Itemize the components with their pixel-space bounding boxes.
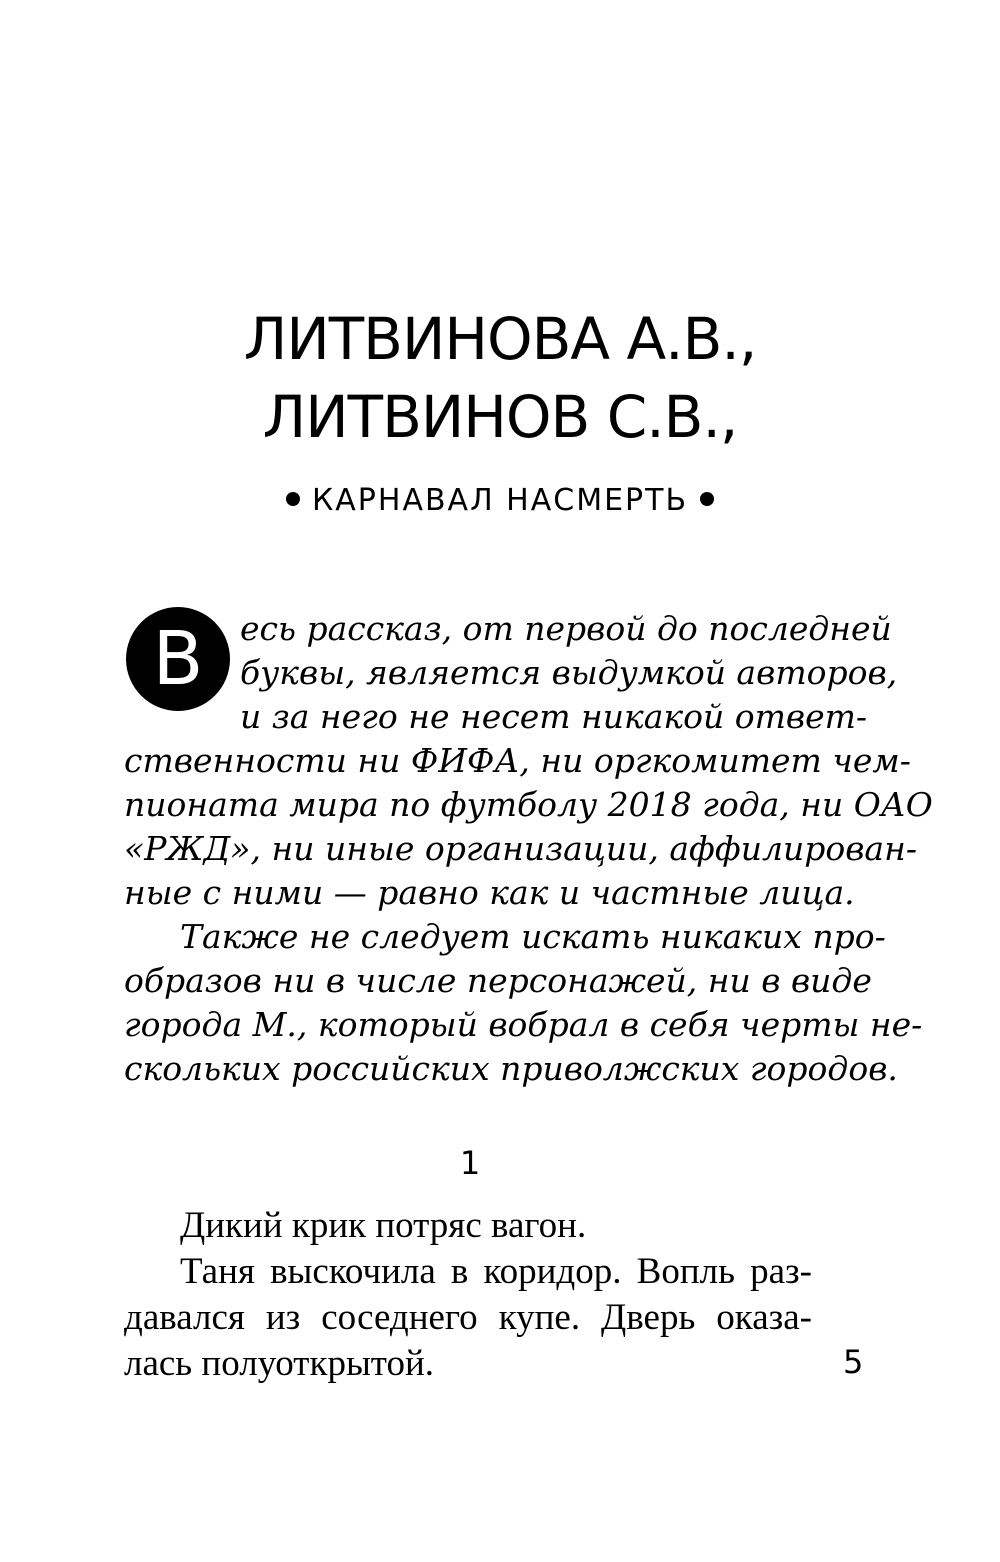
disclaimer-line: города М., который вобрал в себя черты не- (124, 1005, 923, 1044)
disclaimer-line: пионата мира по футболу 2018 года, ни ОАО (124, 785, 933, 824)
disclaimer-line: Также не следует искать никаких про- (180, 917, 886, 956)
drop-cap: В (126, 607, 230, 711)
chapter-line: Таня выскочила в коридор. Вопль раз- (180, 1251, 812, 1292)
disclaimer-line: буквы, является выдумкой авторов, (240, 653, 898, 692)
bullet-left-icon (286, 492, 300, 506)
disclaimer-line: «РЖД», ни иные организации, аффилирован- (124, 829, 917, 868)
chapter-line: давался из соседнего купе. Дверь оказа- (124, 1297, 812, 1338)
disclaimer-line: и за него не несет никакой ответ- (240, 697, 868, 736)
author-name-1: ЛИТВИНОВА А.В., (243, 305, 757, 373)
page-number: 5 (843, 1343, 864, 1381)
disclaimer-line: образов ни в числе персонажей, ни в виде (124, 961, 872, 1000)
bullet-right-icon (700, 492, 714, 506)
author-name-2: ЛИТВИНОВ С.В., (262, 383, 738, 451)
disclaimer-line: скольких российских приволжских городов. (124, 1049, 898, 1088)
chapter-line: лась полуоткрытой. (124, 1343, 435, 1384)
disclaimer-line: ственности ни ФИФА, ни оргкомитет чем- (124, 741, 911, 780)
story-title (0, 483, 1000, 518)
chapter-line: Дикий крик потряс вагон. (180, 1205, 587, 1246)
story-title-text: КАРНАВАЛ НАСМЕРТЬ (311, 483, 689, 518)
disclaimer-line: есь рассказ, от первой до последней (240, 609, 892, 648)
disclaimer-line: ные с ними — равно как и частные лица. (124, 873, 855, 912)
chapter-number: 1 (459, 1144, 481, 1182)
